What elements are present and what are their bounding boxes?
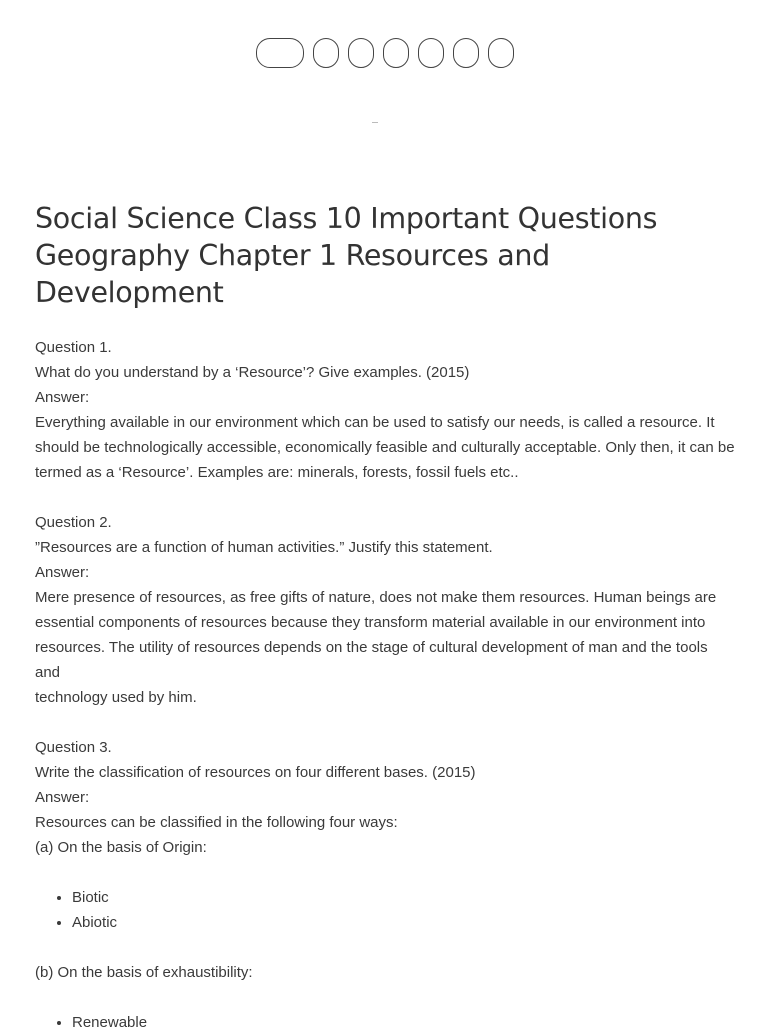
- logo-shape: [313, 38, 339, 68]
- answer-label: Answer:: [35, 389, 90, 406]
- answer-text: Everything available in our environment which can be used to satisfy our needs, is called a resource. It: [35, 414, 715, 431]
- question-text: Write the classification of resources on four different bases. (2015): [35, 764, 476, 781]
- logo-shape: [256, 38, 304, 68]
- logo-shape: [453, 38, 479, 68]
- divider: [372, 122, 378, 123]
- logo-shapes: [256, 38, 514, 68]
- top-bar: [0, 0, 768, 110]
- list-item: • Renewable: [72, 1010, 735, 1035]
- logo-shape: [348, 38, 374, 68]
- answer-text: resources. The utility of resources depends on the stage of cultural development of man and the tools and: [35, 639, 708, 681]
- question-text: What do you understand by a ‘Resource’? Give examples. (2015): [35, 364, 470, 381]
- article-title: Social Science Class 10 Important Questions Geography Chapter 1 Resources and Development: [35, 202, 658, 309]
- question-label: Question 3.: [35, 739, 112, 756]
- question-text: ”Resources are a function of human activities.” Justify this statement.: [35, 539, 493, 556]
- answer-text: technology used by him.: [35, 689, 197, 706]
- basis-heading: (b) On the basis of exhaustibility:: [35, 964, 253, 981]
- answer-text: Resources can be classified in the following four ways:: [35, 814, 398, 831]
- list-item: • Abiotic: [72, 910, 735, 935]
- logo-shape: [418, 38, 444, 68]
- logo-shape: [488, 38, 514, 68]
- basis-heading: (a) On the basis of Origin:: [35, 839, 207, 856]
- answer-text: essential components of resources because they transform material available in our environment into: [35, 614, 706, 631]
- answer-text: Mere presence of resources, as free gifts of nature, does not make them resources. Human beings are: [35, 589, 717, 606]
- question-label: Question 1.: [35, 339, 112, 356]
- answer-text: should be technologically accessible, economically feasible and culturally acceptable. Only then, it can be: [35, 439, 735, 456]
- origin-list: [35, 885, 735, 935]
- answer-label: Answer:: [35, 789, 90, 806]
- exhaustibility-list: [35, 1010, 735, 1035]
- answer-label: Answer:: [35, 564, 90, 581]
- answer-text: termed as a ‘Resource’. Examples are: minerals, forests, fossil fuels etc..: [35, 464, 519, 481]
- list-item: • Biotic: [72, 885, 735, 910]
- logo-shape: [383, 38, 409, 68]
- question-label: Question 2.: [35, 514, 112, 531]
- article: [35, 200, 735, 1035]
